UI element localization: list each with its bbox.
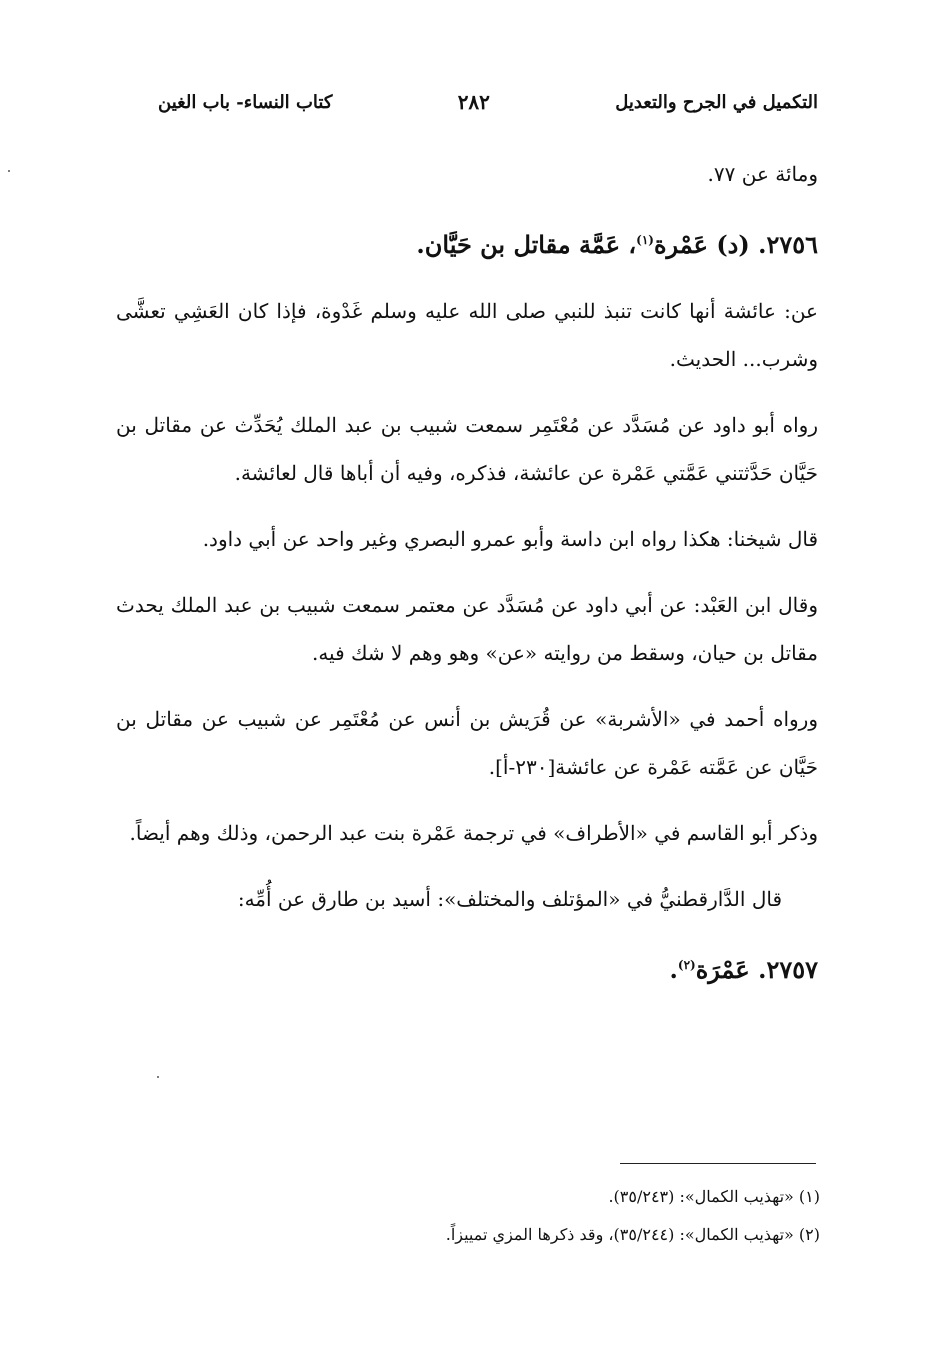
footnote-marker: (٢) bbox=[677, 958, 696, 972]
paragraph: وقال ابن العَبْد: عن أبي داود عن مُسَدَّد عن معتمر سمعت شبيب بن عبد الملك يحدث مقاتل بن حيان، وسقط من روايته «عن» وهو وهم لا شك فيه. bbox=[116, 593, 818, 665]
entry-title: عَمْرَة bbox=[695, 955, 750, 984]
paragraph-continuation: ومائة عن ٧٧. bbox=[707, 162, 818, 186]
footnote-separator bbox=[620, 1163, 816, 1164]
entry-title-end: . bbox=[669, 955, 678, 984]
entry-title-rest: ، عَمَّة مقاتل بن حَيَّان. bbox=[416, 230, 637, 259]
scan-speck bbox=[8, 170, 10, 172]
paragraph: قال شيخنا: هكذا رواه ابن داسة وأبو عمرو البصري وغير واحد عن أبي داود. bbox=[202, 527, 818, 551]
paragraph: قال الدَّارقطنيُّ في «المؤتلف والمختلف»: أسيد بن طارق عن أُمِّه: bbox=[237, 887, 782, 911]
entry-number: ٢٧٥٧. bbox=[758, 955, 818, 984]
running-header bbox=[158, 84, 818, 120]
paragraph: وذكر أبو القاسم في «الأطراف» في ترجمة عَمْرة بنت عبد الرحمن، وذلك وهم أيضاً. bbox=[129, 821, 818, 845]
footnote-1: (١) «تهذيب الكمال»: (٣٥/٢٤٣). bbox=[608, 1187, 820, 1206]
entry-number: ٢٧٥٦. bbox=[758, 230, 818, 259]
paragraph: عن: عائشة أنها كانت تنبذ للنبي صلى الله عليه وسلم غَدْوة، فإذا كان العَشِي تعشَّى وشرب... الحديث. bbox=[116, 299, 818, 371]
paragraph: ورواه أحمد في «الأشربة» عن قُرَيش بن أنس عن مُعْتَمِر عن شبيب عن مقاتل بن حَيَّان عن عَمَّته عَمْرة عن عائشة[٢٣٠-أ]. bbox=[116, 707, 818, 779]
scan-speck bbox=[157, 1076, 159, 1078]
header-book-title: التكميل في الجرح والتعديل bbox=[615, 91, 818, 113]
entry-title: (د) عَمْرة bbox=[653, 230, 750, 259]
footnote-2: (٢) «تهذيب الكمال»: (٣٥/٢٤٤)، وقد ذكرها المزي تمييزاً. bbox=[445, 1225, 820, 1244]
paragraph: رواه أبو داود عن مُسَدَّد عن مُعْتَمِر سمعت شبيب بن عبد الملك يُحَدِّث عن مقاتل بن حَيَّان حَدَّثتني عَمَّتي عَمْرة عن عائشة، فذكره، وفيه أن أباها قال لعائشة. bbox=[116, 413, 819, 485]
entry-heading-2757 bbox=[116, 941, 818, 994]
page-number: ٢٨٢ bbox=[457, 90, 490, 114]
footnotes bbox=[300, 1178, 820, 1254]
main-text bbox=[116, 150, 818, 1012]
entry-heading-2756 bbox=[116, 216, 818, 269]
footnote-marker: (١) bbox=[636, 233, 654, 247]
header-chapter-title: كتاب النساء- باب الغين bbox=[158, 91, 333, 113]
